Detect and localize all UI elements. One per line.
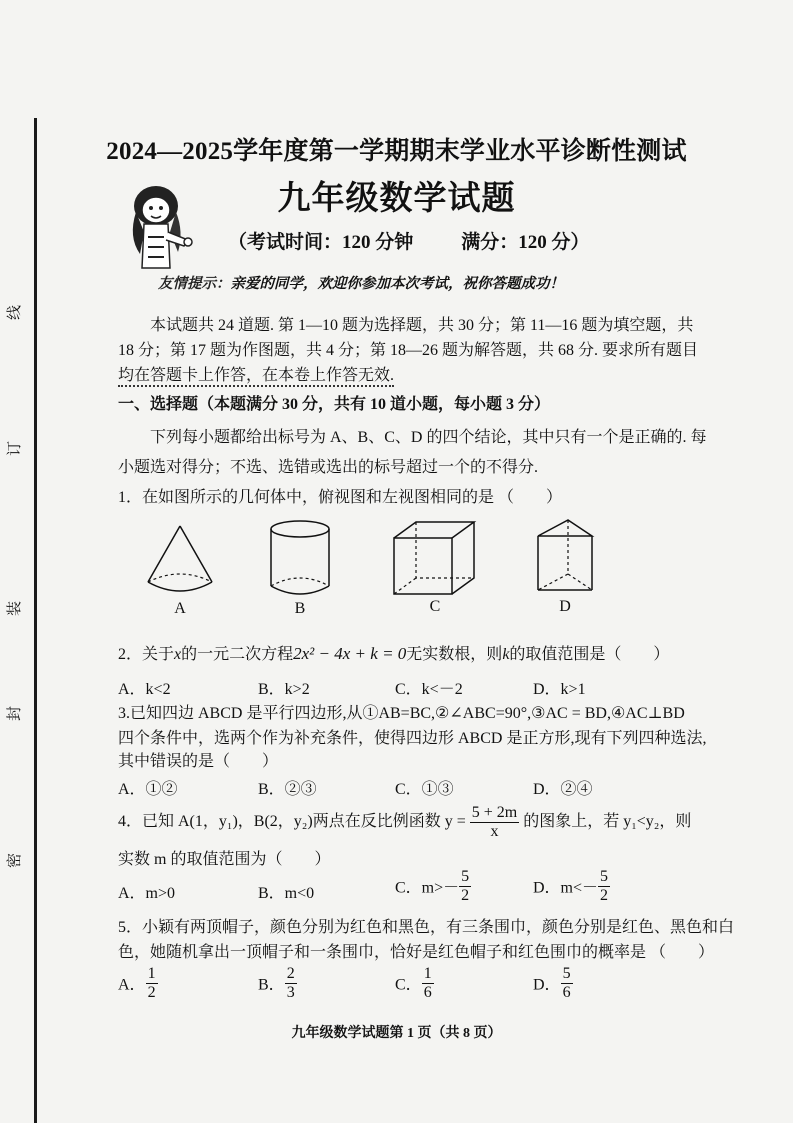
- q5-option-b: [258, 965, 297, 1001]
- q4-fraction: [470, 804, 519, 840]
- q2-option-c: C．k<－2: [395, 681, 463, 698]
- q5-a-frac: [146, 965, 158, 1001]
- question-5-line-2: 色，她随机拿出一顶帽子和一条围巾，恰好是红色帽子和红色围巾的概率是 （ ）: [118, 944, 715, 961]
- exam-info: [228, 227, 590, 254]
- question-3-line-1: 3.已知四边 ABCD 是平行四边形,从①AB=BC,②∠ABC=90°,③AC = BD,④AC⊥BD: [118, 705, 685, 722]
- q4-option-c: [395, 868, 471, 904]
- q5-b-den: 3: [286, 983, 295, 1001]
- q4-option-d-frac: [598, 868, 610, 904]
- q2-option-b: B．k>2: [258, 681, 310, 698]
- q2-option-d: D．k>1: [533, 681, 586, 698]
- q5-b-label: B．: [258, 976, 285, 994]
- binding-line: [34, 118, 37, 1123]
- margin-mark-bind: 订: [7, 440, 24, 457]
- figure-label-a: A: [174, 600, 186, 617]
- q5-d-label: D．: [533, 976, 561, 994]
- q3-option-d: D．②④: [533, 781, 593, 798]
- q2-var-k: k: [502, 646, 510, 663]
- q5-option-a: [118, 965, 158, 1001]
- q5-b-frac: [285, 965, 297, 1001]
- section-heading: 一、选择题（本题满分 30 分，共有 10 道小题，每小题 3 分）: [118, 396, 551, 413]
- q4-option-a: A．m>0: [118, 885, 176, 902]
- q4-option-d: [533, 868, 610, 904]
- mascot-illustration: [118, 182, 198, 272]
- margin-mark-line: 线: [7, 304, 24, 321]
- question-3-line-2: 四个条件中，选两个作为补充条件，使得四边形 ABCD 是正方形,现有下列四种选法,: [118, 730, 707, 747]
- cylinder-figure: [265, 518, 335, 600]
- q4-frac-num: 5 + 2m: [471, 804, 518, 821]
- q2-equation: 2x² − 4x + k = 0: [293, 644, 407, 663]
- q5-c-frac: [422, 965, 434, 1001]
- intro-line-1: 本试题共 24 道题. 第 1—10 题为选择题，共 30 分；第 11—16 题为填空题，共: [150, 317, 694, 334]
- prism-figure: [530, 516, 600, 596]
- question-2-text: [118, 641, 669, 664]
- question-3-line-3: 其中错误的是（ ）: [118, 753, 279, 770]
- q4-option-b: B．m<0: [258, 885, 315, 902]
- q2-var-x: x: [174, 646, 182, 663]
- q2-end: 的取值范围是（ ）: [509, 646, 670, 663]
- q5-b-num: 2: [286, 965, 295, 982]
- q4-prefix: 4．已知 A(1，y₁)，B(2，y₂)两点在反比例函数 y =: [118, 812, 466, 830]
- q5-option-d: [533, 965, 573, 1001]
- q4-c-num: 5: [461, 868, 470, 885]
- q5-a-label: A．: [118, 976, 146, 994]
- q5-a-den: 2: [147, 983, 156, 1001]
- figure-label-c: C: [429, 598, 441, 615]
- q4-option-c-frac: [459, 868, 471, 904]
- q3-option-a: A．①②: [118, 781, 178, 798]
- intro-line-3: 均在答题卡上作答，在本卷上作答无效.: [118, 362, 394, 387]
- margin-mark-secret: 密: [7, 852, 24, 869]
- margin-mark-seal: 封: [7, 705, 24, 722]
- q2-option-a: A．k<2: [118, 681, 171, 698]
- subject-title: 九年级数学试题: [277, 181, 516, 217]
- margin-mark-pack: 装: [7, 600, 24, 617]
- q3-option-b: B．②③: [258, 781, 317, 798]
- exam-time: （考试时间：120 分钟: [228, 232, 414, 253]
- question-4-line-2: 实数 m 的取值范围为（ ）: [118, 851, 331, 868]
- full-score: 满分：120 分）: [461, 232, 590, 253]
- tip-label: 友情提示：: [158, 276, 231, 292]
- q4-option-d-prefix: D．m<－: [533, 879, 599, 897]
- q4-d-num: 5: [600, 868, 609, 885]
- friendly-tip: [158, 272, 564, 293]
- q4-frac-den: x: [490, 822, 499, 840]
- figure-label-d: D: [559, 598, 571, 615]
- q4-option-c-prefix: C．m>－: [395, 879, 460, 897]
- q2-suffix: 无实数根，则: [406, 646, 503, 663]
- exam-title: 2024—2025学年度第一学期期末学业水平诊断性测试: [106, 138, 687, 165]
- question-4-line-1: [118, 804, 691, 840]
- q4-d-den: 2: [600, 886, 609, 904]
- q2-middle: 的一元二次方程: [181, 646, 294, 663]
- q5-d-den: 6: [562, 983, 571, 1001]
- section-desc-2: 小题选对得分；不选、选错或选出的标号超过一个的不得分.: [118, 459, 539, 476]
- tip-text: 亲爱的同学，欢迎你参加本次考试，祝你答题成功！: [230, 276, 564, 292]
- q4-c-den: 2: [461, 886, 470, 904]
- q5-c-num: 1: [423, 965, 432, 982]
- q2-prefix: 2．关于: [118, 646, 175, 663]
- q5-c-den: 6: [423, 983, 432, 1001]
- q5-option-c: [395, 965, 434, 1001]
- intro-line-2: 18 分；第 17 题为作图题，共 4 分；第 18—26 题为解答题，共 68 分. 要求所有题目: [118, 342, 699, 359]
- cone-figure: [140, 520, 220, 600]
- cube-figure: [390, 518, 480, 598]
- q5-c-label: C．: [395, 976, 422, 994]
- q4-suffix: 的图象上，若 y₁<y₂，则: [523, 812, 692, 830]
- figure-label-b: B: [294, 600, 306, 617]
- page-footer: 九年级数学试题第 1 页（共 8 页）: [291, 1026, 502, 1041]
- q5-d-num: 5: [562, 965, 571, 982]
- question-5-line-1: 5．小颖有两顶帽子，颜色分别为红色和黑色，有三条围巾，颜色分别是红色、黑色和白: [118, 919, 735, 936]
- question-1-text: 1．在如图所示的几何体中，俯视图和左视图相同的是 （ ）: [118, 489, 563, 506]
- q3-option-c: C．①③: [395, 781, 454, 798]
- section-desc-1: 下列每小题都给出标号为 A、B、C、D 的四个结论，其中只有一个是正确的. 每: [150, 429, 707, 446]
- q5-d-frac: [561, 965, 573, 1001]
- q5-a-num: 1: [147, 965, 156, 982]
